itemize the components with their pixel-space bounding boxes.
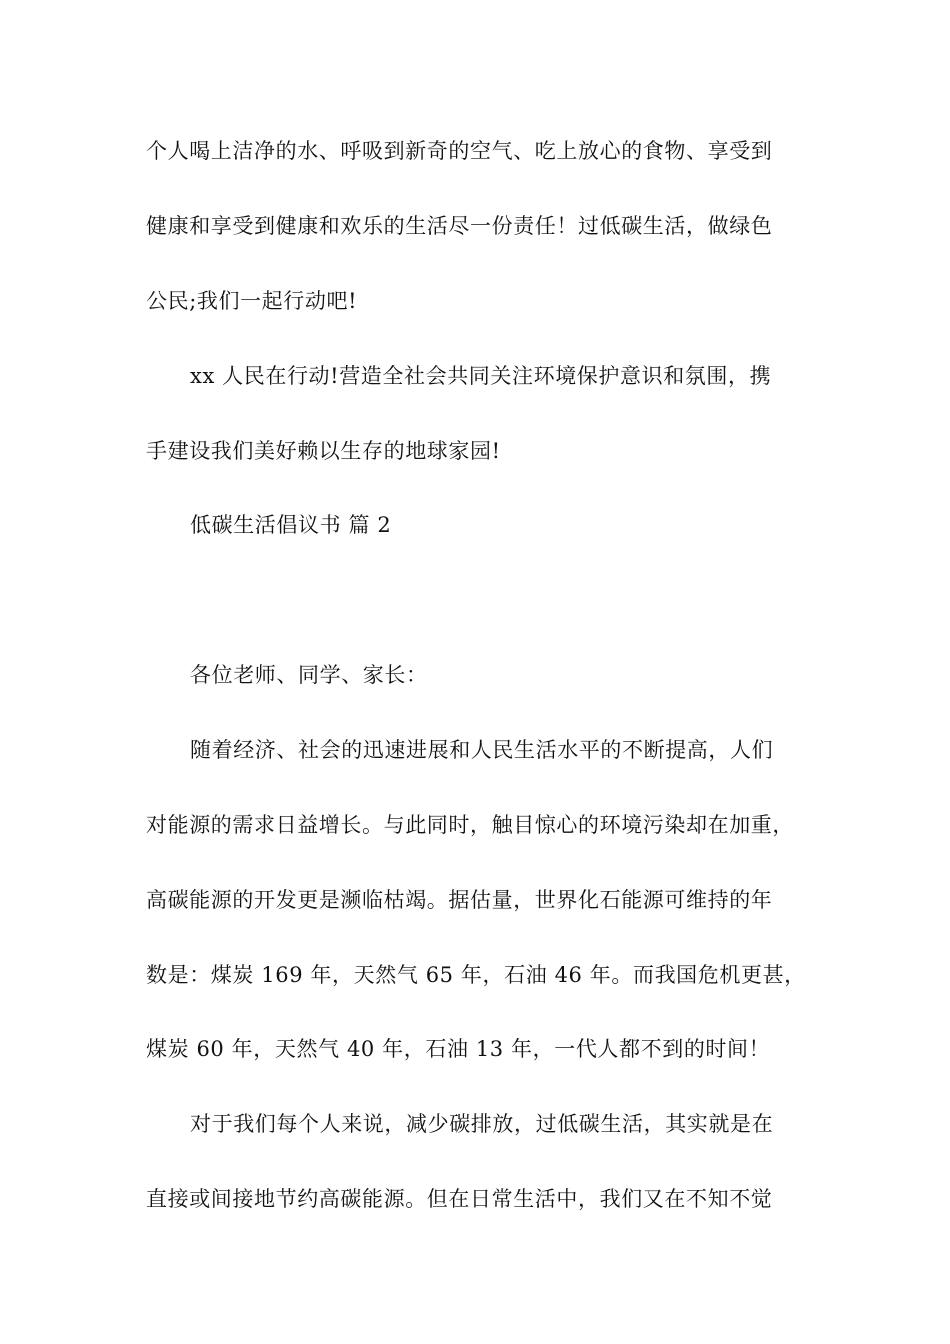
paragraph-line: xx 人民在行动!营造全社会共同关注环境保护意识和氛围，携 [190,364,772,388]
salutation: 各位老师、同学、家长： [190,663,428,687]
paragraph-line: 对于我们每个人来说，减少碳排放，过低碳生活，其实就是在 [190,1112,774,1136]
paragraph-line: 健康和享受到健康和欢乐的生活尽一份责任！过低碳生活，做绿色 [146,214,773,238]
paragraph-line: 煤炭 60 年，天然气 40 年，石油 13 年，一代人都不到的时间！ [146,1037,771,1061]
paragraph-line: 对能源的需求日益增长。与此同时，触目惊心的环境污染却在加重， [146,813,794,837]
paragraph-line: 数是：煤炭 169 年，天然气 65 年，石油 46 年。而我国危机更甚， [146,963,806,987]
paragraph-line: 个人喝上洁净的水、呼吸到新奇的空气、吃上放心的食物、享受到 [146,139,773,163]
paragraph-line: 手建设我们美好赖以生存的地球家园! [146,439,501,463]
paragraph-line: 随着经济、社会的迅速进展和人民生活水平的不断提高，人们 [190,738,774,762]
paragraph-line: 直接或间接地节约高碳能源。但在日常生活中，我们又在不知不觉 [146,1187,773,1211]
section-heading: 低碳生活倡议书 篇 2 [190,513,392,537]
paragraph-line: 公民;我们一起行动吧! [146,289,358,313]
paragraph-line: 高碳能源的开发更是濒临枯竭。据估量，世界化石能源可维持的年 [146,888,773,912]
